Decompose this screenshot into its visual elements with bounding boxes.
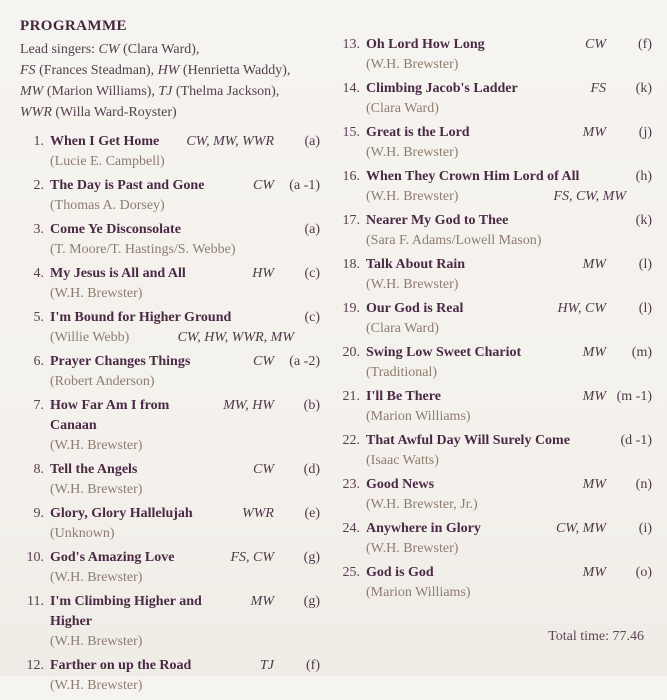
track-number: 18. [342,257,360,272]
track-title: When They Crown Him Lord of All [366,169,580,184]
track-entry [336,343,652,383]
track-singers-line2: CW, HW, WWR, MW [177,330,294,345]
track-key: (j) [638,125,652,140]
track-key: (m) [631,345,652,360]
track-composer: (Unknown) [50,526,115,541]
track-credit-line [336,495,652,515]
track-title: When I Get Home [50,134,160,149]
track-composer: (Marion Williams) [366,409,471,424]
track-entry [336,563,652,603]
track-title-line [336,167,652,187]
track-number: 14. [342,81,360,96]
track-title-line [336,79,652,99]
track-credit-line [20,480,320,500]
track-title-line [20,656,320,676]
page-title: PROGRAMME [20,18,127,34]
track-entry [336,211,652,251]
track-singers: CW [253,462,274,477]
track-title: Tell the Angels [50,462,138,477]
track-singers: CW [253,354,274,369]
track-title-line [336,35,652,55]
track-singers: MW [582,257,606,272]
track-credit-line [20,196,320,216]
track-number: 9. [33,506,44,521]
lead-singers-line: WWR (Willa Ward-Royster) [20,105,177,120]
track-entry [20,548,320,588]
track-title-line [336,387,652,407]
track-number: 3. [33,222,44,237]
track-key: (f) [306,658,320,673]
track-singers: CW, MW [555,521,606,536]
track-title-line [336,475,652,495]
track-number: 22. [342,433,360,448]
track-title: Our God is Real [366,301,464,316]
track-entry [20,656,320,696]
track-number: 11. [27,594,44,609]
track-composer: (W.H. Brewster) [366,189,459,204]
track-singers: FS, CW [230,550,274,565]
track-number: 20. [342,345,360,360]
track-credit-line [336,407,652,427]
track-entry [336,475,652,515]
track-title: The Day is Past and Gone [50,178,205,193]
track-number: 16. [342,169,360,184]
track-composer: (W.H. Brewster, Jr.) [366,497,478,512]
track-key: (e) [304,506,320,521]
track-key: (k) [635,81,652,96]
track-number: 24. [342,521,360,536]
track-singers: WWR [242,506,274,521]
track-title-line [336,299,652,319]
track-key: (k) [635,213,652,228]
track-title-line [336,563,652,583]
track-list-right [336,35,652,603]
track-composer: (W.H. Brewster) [366,57,459,72]
track-composer: (Isaac Watts) [366,453,439,468]
track-title-line [336,519,652,539]
track-singers: MW [582,389,606,404]
track-title: Come Ye Disconsolate [50,222,181,237]
track-title-line [20,176,320,196]
track-key: (d -1) [620,433,652,448]
track-title: Nearer My God to Thee [366,213,509,228]
track-number: 15. [342,125,360,140]
track-list-left [20,132,320,696]
track-entry [336,387,652,427]
track-key: (c) [304,266,320,281]
track-entry [20,176,320,216]
track-number: 2. [33,178,44,193]
track-number: 25. [342,565,360,580]
track-entry [20,220,320,260]
track-credit-line [20,152,320,172]
lead-singers-line: Lead singers: CW (Clara Ward), [20,42,200,57]
track-singers: MW [582,345,606,360]
track-number: 21. [342,389,360,404]
track-title: Anywhere in Glory [366,521,481,536]
track-number: 13. [342,37,360,52]
track-title: Great is the Lord [366,125,470,140]
track-key: (i) [638,521,652,536]
track-title: God's Amazing Love [50,550,175,565]
track-composer: (W.H. Brewster) [50,286,143,301]
track-entry [336,255,652,295]
track-singers: CW [253,178,274,193]
track-singers: MW [582,125,606,140]
track-number: 12. [26,658,44,673]
track-entry [20,504,320,544]
track-composer: (W.H. Brewster) [50,438,143,453]
track-entry [336,431,652,471]
track-title: Prayer Changes Things [50,354,191,369]
track-title-line [336,431,652,451]
track-composer: (W.H. Brewster) [366,145,459,160]
track-credit-line [336,319,652,339]
track-key: (d) [303,462,320,477]
track-credit-line [336,451,652,471]
track-title: How Far Am I from Canaan [50,398,170,433]
track-title-line [20,132,320,152]
track-title-line [336,255,652,275]
track-title: God is God [366,565,434,580]
track-composer: (W.H. Brewster) [366,277,459,292]
track-number: 7. [33,398,44,413]
track-singers: CW, MW, WWR [186,134,274,149]
track-entry [20,592,320,652]
track-key: (c) [304,310,320,325]
track-entry [336,519,652,559]
track-credit-line [336,275,652,295]
track-number: 23. [342,477,360,492]
track-composer: (Traditional) [366,365,438,380]
track-composer: (W.H. Brewster) [50,482,143,497]
track-composer: (Sara F. Adams/Lowell Mason) [366,233,542,248]
track-key: (h) [635,169,652,184]
track-entry [336,79,652,119]
track-singers-line2: FS, CW, MW [553,189,626,204]
track-credit-line [20,240,320,260]
track-title-line [20,264,320,284]
track-number: 8. [33,462,44,477]
track-title: Climbing Jacob's Ladder [366,81,518,96]
track-singers: CW [585,37,606,52]
track-composer: (Thomas A. Dorsey) [50,198,165,213]
right-column [336,26,652,645]
track-title-line [20,548,320,568]
track-title-line [20,220,320,240]
track-number: 19. [342,301,360,316]
track-title: I'll Be There [366,389,441,404]
track-key: (b) [303,398,320,413]
track-credit-line [20,632,320,652]
track-title: Swing Low Sweet Chariot [366,345,522,360]
track-key: (g) [303,550,320,565]
track-number: 10. [26,550,44,565]
track-entry [20,460,320,500]
track-key: (l) [638,257,652,272]
track-entry [336,35,652,75]
track-singers: MW, HW [223,398,274,413]
track-credit-line [20,372,320,392]
track-title-line [336,343,652,363]
track-title: That Awful Day Will Surely Come [366,433,570,448]
track-singers: MW [250,594,274,609]
track-entry [20,396,320,456]
track-credit-line [336,99,652,119]
track-composer: (W.H. Brewster) [50,570,143,585]
lead-singers-line: MW (Marion Williams), TJ (Thelma Jackson), [20,84,280,99]
track-composer: (W.H. Brewster) [50,678,143,693]
track-entry [336,123,652,163]
track-title-line [336,211,652,231]
track-credit-line [20,524,320,544]
track-credit-line [20,436,320,456]
track-credit-line [336,143,652,163]
track-entry [20,352,320,392]
track-key: (a) [304,134,320,149]
track-credit-line [20,568,320,588]
track-singers: MW [582,565,606,580]
track-singers: FS [590,81,606,96]
track-entry [336,167,652,207]
track-key: (a -1) [289,178,320,193]
track-title-line [20,396,320,436]
track-title-line [20,352,320,372]
track-composer: (W.H. Brewster) [50,634,143,649]
track-title-line [20,592,320,632]
track-credit-line [336,363,652,383]
track-title: Farther on up the Road [50,658,192,673]
total-time: Total time: 77.46 [548,629,644,644]
track-key: (n) [635,477,652,492]
track-credit-line [336,231,652,251]
track-title: My Jesus is All and All [50,266,186,281]
track-credit-line [20,328,320,348]
track-title-line [336,123,652,143]
track-composer: (W.H. Brewster) [366,541,459,556]
track-credit-line [336,539,652,559]
track-composer: (Clara Ward) [366,321,439,336]
track-title: I'm Climbing Higher and Higher [50,594,202,629]
track-composer: (Robert Anderson) [50,374,155,389]
track-number: 4. [33,266,44,281]
track-entry [20,308,320,348]
track-title: Good News [366,477,435,492]
track-key: (a) [304,222,320,237]
track-key: (g) [303,594,320,609]
track-title: Glory, Glory Hallelujah [50,506,193,521]
lead-singers-legend [20,39,320,123]
track-title-line [20,308,320,328]
track-credit-line [336,583,652,603]
track-entry [20,132,320,172]
track-key: (a -2) [289,354,320,369]
track-credit-line [20,284,320,304]
track-number: 5. [33,310,44,325]
track-title: Oh Lord How Long [366,37,485,52]
track-key: (m -1) [616,389,652,404]
track-key: (o) [635,565,652,580]
track-composer: (Clara Ward) [366,101,439,116]
track-key: (l) [638,301,652,316]
track-singers: HW [252,266,274,281]
track-composer: (Marion Williams) [366,585,471,600]
track-number: 1. [33,134,44,149]
track-number: 17. [342,213,360,228]
track-composer: (T. Moore/T. Hastings/S. Webbe) [50,242,236,257]
track-credit-line [20,676,320,696]
track-composer: (Lucie E. Campbell) [50,154,165,169]
track-singers: TJ [260,658,274,673]
track-title: Talk About Rain [366,257,466,272]
lead-singers-line: FS (Frances Steadman), HW (Henrietta Waddy), [20,63,291,78]
track-credit-line [336,55,652,75]
track-composer: (Willie Webb) [50,330,130,345]
track-title: I'm Bound for Higher Ground [50,310,232,325]
track-credit-line [336,187,652,207]
track-entry [336,299,652,339]
track-title-line [20,460,320,480]
track-singers: MW [582,477,606,492]
left-column [20,18,320,700]
track-entry [20,264,320,304]
track-key: (f) [638,37,652,52]
track-title-line [20,504,320,524]
track-number: 6. [33,354,44,369]
track-singers: HW, CW [557,301,606,316]
